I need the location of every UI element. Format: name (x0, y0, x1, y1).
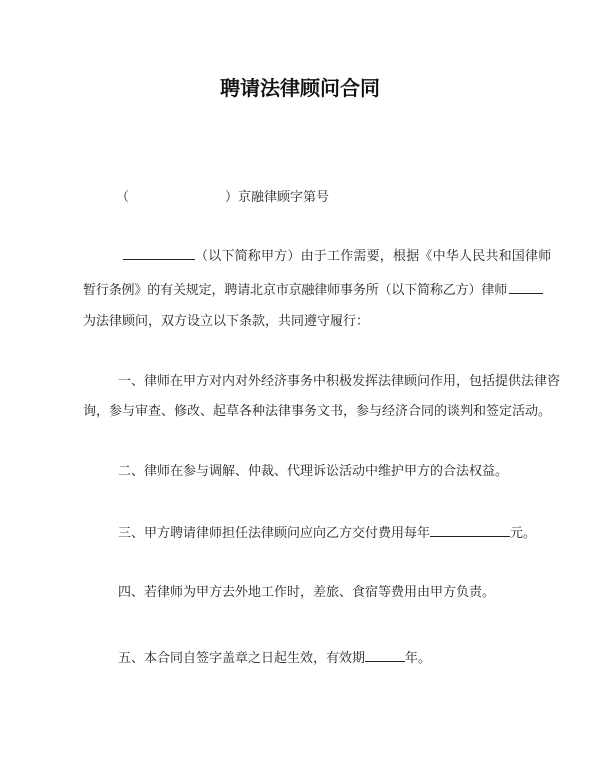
annual-fee-blank[interactable] (430, 524, 510, 537)
clause-4: 四、若律师为甲方去外地工作时，差旅、食宿等费用由甲方负责。 (118, 585, 496, 600)
preamble-text-2: 暂行条例》的有关规定，聘请北京市京融律师事务所（以下简称乙方）律师 (83, 283, 508, 298)
clause-3-unit: 元。 (510, 526, 537, 541)
preamble-text-1: （以下简称甲方）由于工作需要，根据《中华人民共和国律师 (195, 249, 552, 264)
clause-1-line-2: 询，参与审查、修改、起草各种法律事务文书，参与经济合同的谈判和签定活动。 (83, 404, 552, 419)
clause-5-unit: 年。 (405, 651, 432, 666)
reference-number (116, 190, 329, 206)
lawyer-name-blank[interactable] (509, 281, 543, 294)
validity-years-blank[interactable] (365, 649, 405, 662)
clause-5-text: 五、本合同自签字盖章之日起生效，有效期 (118, 651, 366, 666)
clause-1-line-1: 一、律师在甲方对内对外经济事务中积极发挥法律顾问作用，包括提供法律咨 (118, 374, 561, 389)
clause-5 (118, 649, 431, 667)
preamble-line-2 (83, 281, 543, 299)
clause-3-text: 三、甲方聘请律师担任法律顾问应向乙方交付费用每年 (118, 526, 431, 541)
ref-open: （ (116, 190, 130, 205)
preamble-line-3: 为法律顾问，双方设立以下条款，共同遵守履行： (83, 314, 370, 329)
clause-2: 二、律师在参与调解、仲裁、代理诉讼活动中维护甲方的合法权益。 (118, 464, 509, 479)
clause-3 (118, 524, 536, 542)
document-title: 聘请法律顾问合同 (220, 76, 380, 100)
party-a-blank[interactable] (123, 247, 195, 260)
preamble-line-1 (123, 247, 551, 265)
ref-close: ）京融律顾字第号 (225, 190, 330, 205)
